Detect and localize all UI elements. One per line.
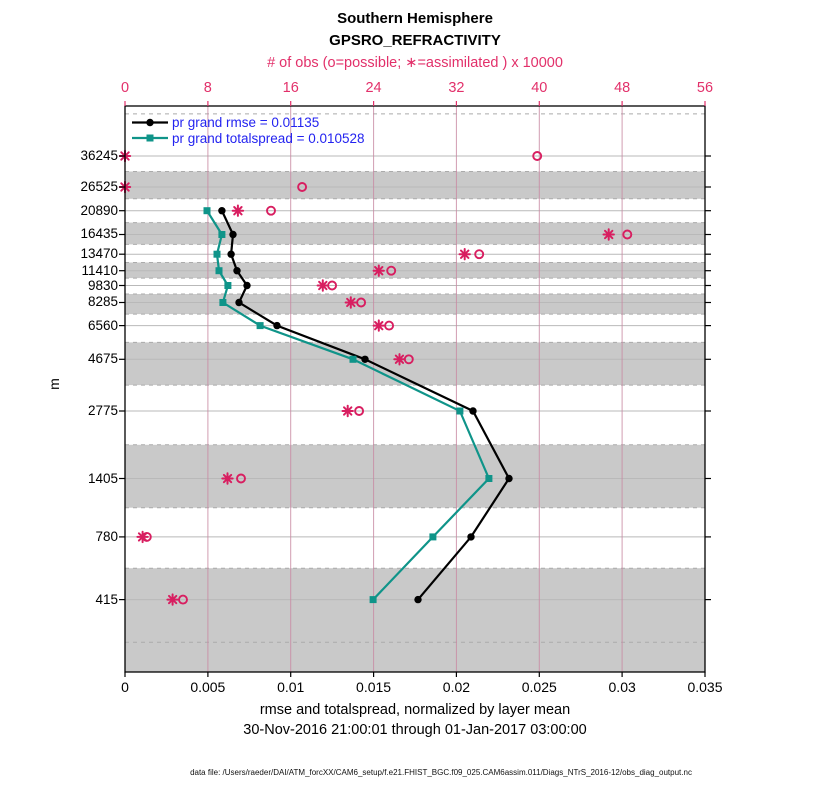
y-axis-tick-label: 8285 [87, 294, 118, 310]
legend-swatch-rmse [132, 119, 168, 126]
y-axis-tick-label: 9830 [87, 277, 118, 293]
top-axis-tick-label: 32 [448, 80, 465, 96]
chart-title: Southern Hemisphere [337, 10, 493, 27]
pr-grand-rmse-point [233, 267, 240, 274]
shaded-layer-band [125, 342, 705, 385]
top-axis-tick-label: 24 [365, 80, 382, 96]
pr-grand-rmse-point [227, 251, 234, 258]
y-axis-tick-label: 13470 [80, 246, 118, 262]
y-axis-tick-label: 20890 [80, 202, 118, 218]
pr-grand-rmse-point [235, 299, 242, 306]
y-axis-tick-label: 415 [95, 591, 118, 607]
y-axis-label: m [45, 378, 62, 390]
top-axis-tick-label: 0 [120, 80, 130, 96]
pr-grand-totalspread-point [214, 251, 221, 258]
pr-grand-rmse-point [229, 231, 236, 238]
date-range-label: 30-Nov-2016 21:00:01 through 01-Jan-2017 03:00:00 [243, 722, 587, 738]
y-axis-tick-label: 26525 [80, 178, 118, 194]
x-axis-tick-label: 0.025 [521, 679, 557, 695]
pr-grand-rmse-point [467, 533, 474, 540]
assimilated-count-marker [167, 594, 177, 604]
y-axis-tick-label: 780 [95, 528, 118, 544]
x-axis-tick-label: 0.03 [608, 679, 636, 695]
pr-grand-rmse-point [218, 207, 225, 214]
y-axis-tick-label: 4675 [87, 351, 118, 367]
shaded-layer-band [125, 568, 705, 672]
y-axis-tick-label: 1405 [87, 470, 118, 486]
top-axis-tick-label: 16 [282, 80, 299, 96]
x-axis-tick-label: 0.01 [277, 679, 305, 695]
shaded-layer-band [125, 294, 705, 314]
pr-grand-rmse-point [469, 407, 476, 414]
y-axis-tick-label: 11410 [81, 262, 118, 278]
pr-grand-totalspread-point [485, 475, 492, 482]
y-axis-tick-label: 2775 [87, 403, 118, 418]
pr-grand-rmse-point [505, 475, 512, 482]
y-axis-tick-label: 36245 [80, 148, 118, 164]
shaded-layer-band [125, 445, 705, 508]
pr-grand-totalspread-point [216, 267, 223, 274]
chart-subtitle: GPSRO_REFRACTIVITY [329, 32, 501, 49]
top-axis-tick-label: 56 [696, 80, 714, 96]
legend-entry-rmse: pr grand rmse = 0.01135 [172, 115, 320, 130]
assimilated-count-marker [604, 229, 614, 239]
top-axis-tick-label: 40 [531, 80, 548, 96]
assimilated-count-marker [318, 280, 328, 290]
pr-grand-rmse-point [243, 282, 250, 289]
pr-grand-totalspread-point [370, 596, 377, 603]
pr-grand-totalspread-point [456, 408, 463, 415]
top-axis-tick-label: 8 [203, 80, 212, 96]
pr-grand-rmse-point [361, 356, 368, 363]
x-axis-tick-label: 0.02 [442, 679, 471, 695]
x-axis-tick-label: 0.035 [687, 679, 723, 695]
assimilated-count-marker [233, 206, 243, 216]
top-axis-label: # of obs (o=possible; ∗=assimilated ) x 10000 [267, 55, 563, 71]
x-axis-tick-label: 0.015 [356, 679, 392, 695]
pr-grand-totalspread-point [257, 322, 264, 329]
legend-entry-totalspread: pr grand totalspread = 0.010528 [172, 131, 365, 146]
x-axis-label: rmse and totalspread, normalized by layer mean [259, 702, 571, 718]
pr-grand-totalspread-point [219, 299, 226, 306]
assimilated-count-marker [222, 473, 232, 483]
pr-grand-totalspread-point [204, 207, 211, 214]
x-axis-tick-label: 0 [121, 679, 129, 695]
assimilated-count-marker [343, 406, 353, 416]
assimilated-count-marker [460, 249, 470, 259]
pr-grand-rmse-point [414, 596, 421, 603]
data-file-path: data file: /Users/raeder/DAI/ATM_forcXX/CAM6_setup/f.e21.FHIST_BGC.f09_025.CAM6assim.011/Diags_NTrS_2016-12/obs_diag_output.nc [190, 768, 692, 777]
x-axis-tick-label: 0.005 [190, 679, 226, 695]
top-axis-tick-label: 48 [614, 80, 631, 96]
pr-grand-totalspread-point [429, 533, 436, 540]
shaded-layer-band [125, 172, 705, 199]
pr-grand-totalspread-point [224, 282, 231, 289]
legend-swatch-totalspread [132, 135, 168, 142]
assimilated-count-marker [374, 266, 384, 276]
pr-grand-totalspread-point [350, 356, 357, 363]
assimilated-count-marker [394, 354, 404, 364]
shaded-layer-band [125, 223, 705, 245]
y-axis-tick-label: 16435 [80, 226, 118, 242]
pr-grand-totalspread-point [218, 231, 225, 238]
pr-grand-rmse-point [273, 322, 280, 329]
assimilated-count-marker [374, 320, 384, 330]
assimilated-count-marker [346, 297, 356, 307]
y-axis-tick-label: 6560 [87, 317, 118, 333]
